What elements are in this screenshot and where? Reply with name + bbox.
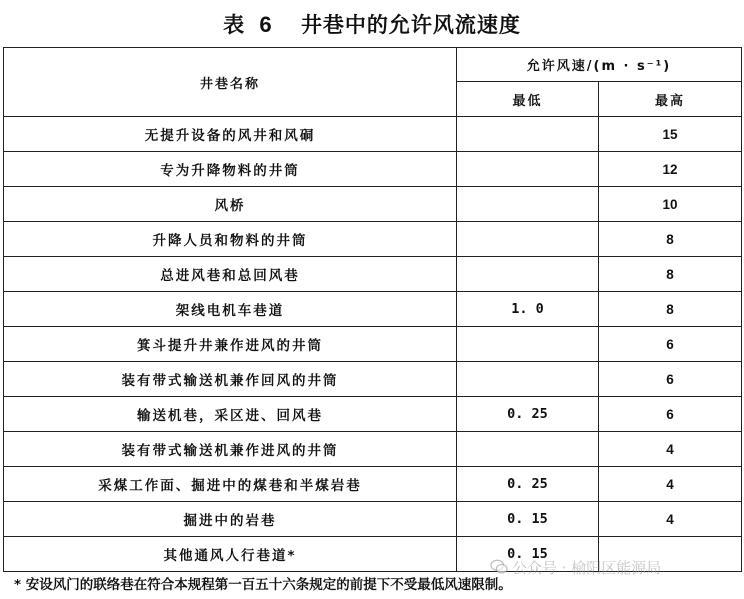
roadway-name-cell: 架线电机车巷道 <box>4 292 457 327</box>
header-min: 最低 <box>457 82 599 117</box>
roadway-name-cell: 专为升降物料的井筒 <box>4 152 457 187</box>
header-allowed-speed: 允许风速/(m · s⁻¹) <box>457 48 742 82</box>
min-speed-cell <box>457 117 599 152</box>
max-speed-cell: 4 <box>599 467 742 502</box>
wechat-icon <box>490 558 508 576</box>
table-row <box>4 502 742 537</box>
min-speed-cell: 0. 15 <box>457 502 599 537</box>
min-speed-cell: 0. 25 <box>457 397 599 432</box>
max-speed-cell: 6 <box>599 327 742 362</box>
max-speed-cell: 10 <box>599 187 742 222</box>
table-row <box>4 257 742 292</box>
table-row <box>4 327 742 362</box>
roadway-name-cell: 装有带式输送机兼作回风的井筒 <box>4 362 457 397</box>
table-row <box>4 292 742 327</box>
roadway-name-cell: 掘进中的岩巷 <box>4 502 457 537</box>
table-row <box>4 467 742 502</box>
roadway-name-cell: 无提升设备的风井和风硐 <box>4 117 457 152</box>
table-title-text: 井巷中的允许风流速度 <box>300 13 521 37</box>
table-row <box>4 187 742 222</box>
watermark <box>490 556 661 578</box>
max-speed-cell: 8 <box>599 257 742 292</box>
max-speed-cell: 15 <box>599 117 742 152</box>
header-roadway-name: 井巷名称 <box>4 48 457 117</box>
roadway-name-cell: 其他通风人行巷道* <box>4 537 457 572</box>
max-speed-cell: 4 <box>599 502 742 537</box>
min-speed-cell <box>457 432 599 467</box>
table-title <box>0 6 744 44</box>
roadway-name-cell: 风桥 <box>4 187 457 222</box>
table-row <box>4 362 742 397</box>
min-speed-cell: 1. 0 <box>457 292 599 327</box>
roadway-name-cell: 箕斗提升井兼作进风的井筒 <box>4 327 457 362</box>
roadway-name-cell: 总进风巷和总回风巷 <box>4 257 457 292</box>
min-speed-cell <box>457 222 599 257</box>
max-speed-cell: 6 <box>599 362 742 397</box>
roadway-name-cell: 装有带式输送机兼作进风的井筒 <box>4 432 457 467</box>
table-row <box>4 432 742 467</box>
table-row <box>4 397 742 432</box>
min-speed-cell <box>457 327 599 362</box>
watermark-text: 公众号 · 榆阳区能源局 <box>512 558 662 577</box>
table-row <box>4 152 742 187</box>
roadway-name-cell: 升降人员和物料的井筒 <box>4 222 457 257</box>
min-speed-cell <box>457 152 599 187</box>
wind-speed-table <box>3 47 742 572</box>
min-speed-cell: 0. 25 <box>457 467 599 502</box>
max-speed-cell: 6 <box>599 397 742 432</box>
min-speed-cell <box>457 362 599 397</box>
footnote: * 安设风门的联络巷在符合本规程第一百五十六条规定的前提下不受最低风速限制。 <box>14 577 512 593</box>
min-speed-cell <box>457 257 599 292</box>
max-speed-cell: 8 <box>599 292 742 327</box>
table-title-prefix: 表 <box>223 13 246 37</box>
roadway-name-cell: 输送机巷，采区进、回风巷 <box>4 397 457 432</box>
header-max: 最高 <box>599 82 742 117</box>
max-speed-cell: 8 <box>599 222 742 257</box>
table-row <box>4 222 742 257</box>
table-title-number: 6 <box>259 12 273 37</box>
min-speed-cell: 0. 15 <box>457 537 599 572</box>
min-speed-cell <box>457 187 599 222</box>
max-speed-cell: 12 <box>599 152 742 187</box>
max-speed-cell: 4 <box>599 432 742 467</box>
table-row <box>4 117 742 152</box>
roadway-name-cell: 采煤工作面、掘进中的煤巷和半煤岩巷 <box>4 467 457 502</box>
